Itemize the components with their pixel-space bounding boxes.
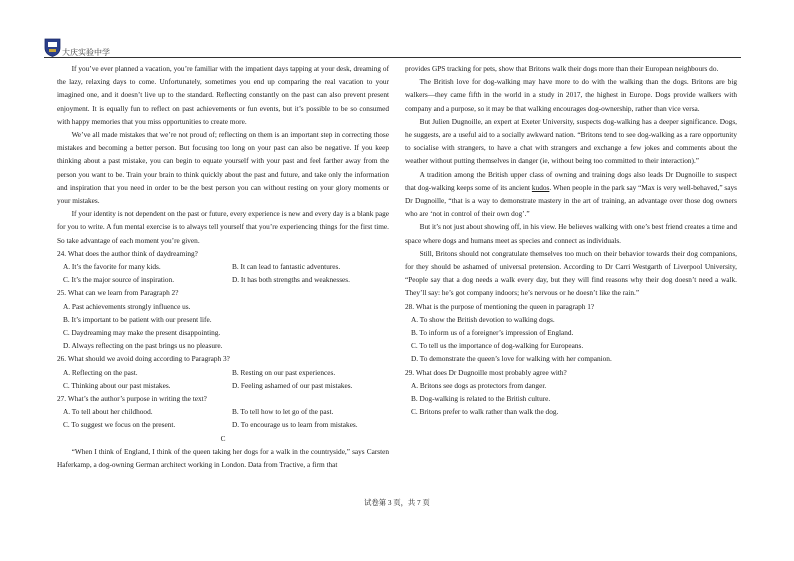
option: C. Britons prefer to walk rather than walk the dog. — [411, 407, 559, 417]
option: A. Britons see dogs as protectors from danger. — [411, 380, 547, 390]
underlined-word: kudos — [531, 182, 550, 192]
option: B. To inform us of a foreigner’s impression of England. — [411, 328, 574, 338]
options-29 — [411, 379, 737, 419]
option: D. To encourage us to learn from mistakes. — [232, 420, 358, 430]
passage-paragraph: But it’s not just about showing off, in his view. He believes walking with one’s best friend creates a time and space where dogs and humans meet as species and connect as individuals. — [405, 222, 737, 245]
option: C. Thinking about our past mistakes. — [63, 380, 171, 390]
option: D. Feeling ashamed of our past mistakes. — [232, 380, 353, 390]
passage-paragraph: We’ve all made mistakes that we’re not proud of; reflecting on them is an important step in correcting those mistakes and becoming a better person. But focusing too long on your past can also be negative. If you keep thinking about a past mistake, you can begin to equate yourself with your past and feel farther away from the person you want to be. Train your brain to think quickly about the past and future, and take only the information and inspiration that you need in order to be the best person you can without resting on your glory moments or your mistakes. — [57, 130, 389, 206]
passage-paragraph — [405, 168, 737, 221]
question-25: 25. What can we learn from Paragraph 2? — [57, 288, 179, 298]
option: C. To tell us the importance of dog-walking for Europeans. — [411, 341, 584, 351]
page-header — [0, 0, 794, 60]
question-28: 28. What is the purpose of mentioning the queen in paragraph 1? — [405, 301, 595, 311]
options-25 — [63, 300, 389, 353]
option: A. To show the British devotion to walking dogs. — [411, 314, 555, 324]
page-footer: 试卷第 3 页，共 7 页 — [364, 498, 430, 507]
option: B. It’s important to be patient with our present life. — [63, 314, 212, 324]
question-29: 29. What does Dr Dugnoille most probably agree with? — [405, 367, 567, 377]
left-column — [57, 62, 389, 471]
section-heading: C — [220, 433, 226, 443]
passage-paragraph: If you’ve ever planned a vacation, you’re familiar with the impatient days tapping at your desk, dreaming of the lazy, relaxing days to come. Unfortunately, sometimes you end up comparing the real vacation to your imagined one, and it doesn’t live up to the standard. Reflecting constantly on the past can also prevent present enjoyment. It is equally fun to reflect on past achievements or fun events, but it’s possible to be so consumed with happy memories that you miss opportunities to create more. — [57, 64, 389, 126]
option: C. Daydreaming may make the present disappointing. — [63, 328, 221, 338]
passage-paragraph: But Julien Dugnoille, an expert at Exeter University, suspects dog-walking has a deeper significance. Dogs, he suggests, are a useful aid to a socially awkward nation. “Britons tend to see dog-walking as a rare opportunity to socialise with strangers, to have a chat with strangers and exchange a few jokes and comments about the weather without putting themselves in danger (ie, without being too committed to their interaction).” — [405, 116, 737, 166]
option: A. It’s the favorite for many kids. — [63, 262, 161, 272]
school-name: 大庆实验中学 — [62, 48, 110, 57]
options-26 — [57, 366, 389, 392]
options-24 — [57, 260, 389, 286]
text-span: . When people in the park say “Max is very well-behaved,” says Dr Dugnoille, “that is a way to demonstrate mastery in the art of training, an advantage over those dog owners who are ‘not in control of their own dog’.” — [405, 182, 737, 219]
option: D. It has both strengths and weaknesses. — [232, 275, 350, 285]
text-span: A tradition among the British upper class of owning and training dogs also leads Dr Dugnoille to suspect that dog-walking keeps some of its ancient — [405, 169, 737, 192]
options-27 — [57, 405, 389, 431]
header-rule — [44, 57, 741, 58]
question-24: 24. What does the author think of daydreaming? — [57, 248, 198, 258]
passage-paragraph: Still, Britons should not congratulate themselves too much on their behavior towards their dog companions, for they should be ashamed of universal pretension. According to Dr Carri Westgarth of Liverpool University, “People say that a dog needs a walk every day, but they will find reasons why their dog doesn’t need a walk. They’ll say: he’s got company indoors; he’s nervous or he doesn’t like the rain.” — [405, 248, 737, 298]
option: A. Reflecting on the past. — [63, 367, 138, 377]
question-26: 26. What should we avoid doing according to Paragraph 3? — [57, 354, 230, 364]
option: B. To tell how to let go of the past. — [232, 407, 334, 417]
option: C. It’s the major source of inspiration. — [63, 275, 175, 285]
option: A. To tell about her childhood. — [63, 407, 153, 417]
right-column — [405, 62, 737, 418]
option: B. Dog-walking is related to the British culture. — [411, 394, 551, 404]
school-crest-icon — [44, 38, 61, 57]
question-27: 27. What’s the author’s purpose in writing the text? — [57, 394, 207, 404]
passage-paragraph: “When I think of England, I think of the queen taking her dogs for a walk in the countryside,” says Carsten Haferkamp, a dog-owning German architect working in London. Data from Tractive, a firm that — [57, 446, 389, 470]
options-28 — [411, 313, 737, 366]
option: A. Past achievements strongly influence us. — [63, 301, 191, 311]
option: B. Resting on our past experiences. — [232, 367, 336, 377]
passage-paragraph: If your identity is not dependent on the past or future, every experience is new and every day is a blank page for you to write. A fun mental exercise is to always tell yourself that you’re experiencing things for the first time. So take advantage of each moment you’re given. — [57, 209, 389, 245]
passage-paragraph: The British love for dog-walking may have more to do with the walking than the dogs. Britons are big walkers—they came fifth in the world in a study in 2017, the highest in Europe. Dogs provide walkers with company and a purpose, so it may be that walking encourages dog-ownership, rather than vice versa. — [405, 77, 737, 113]
option: D. To demonstrate the queen’s love for walking with her companion. — [411, 354, 612, 364]
passage-paragraph: provides GPS tracking for pets, show that Britons walk their dogs more than their European neighbours do. — [405, 64, 719, 73]
option: D. Always reflecting on the past brings us no pleasure. — [63, 341, 223, 351]
option: C. To suggest we focus on the present. — [63, 420, 176, 430]
option: B. It can lead to fantastic adventures. — [232, 262, 341, 272]
